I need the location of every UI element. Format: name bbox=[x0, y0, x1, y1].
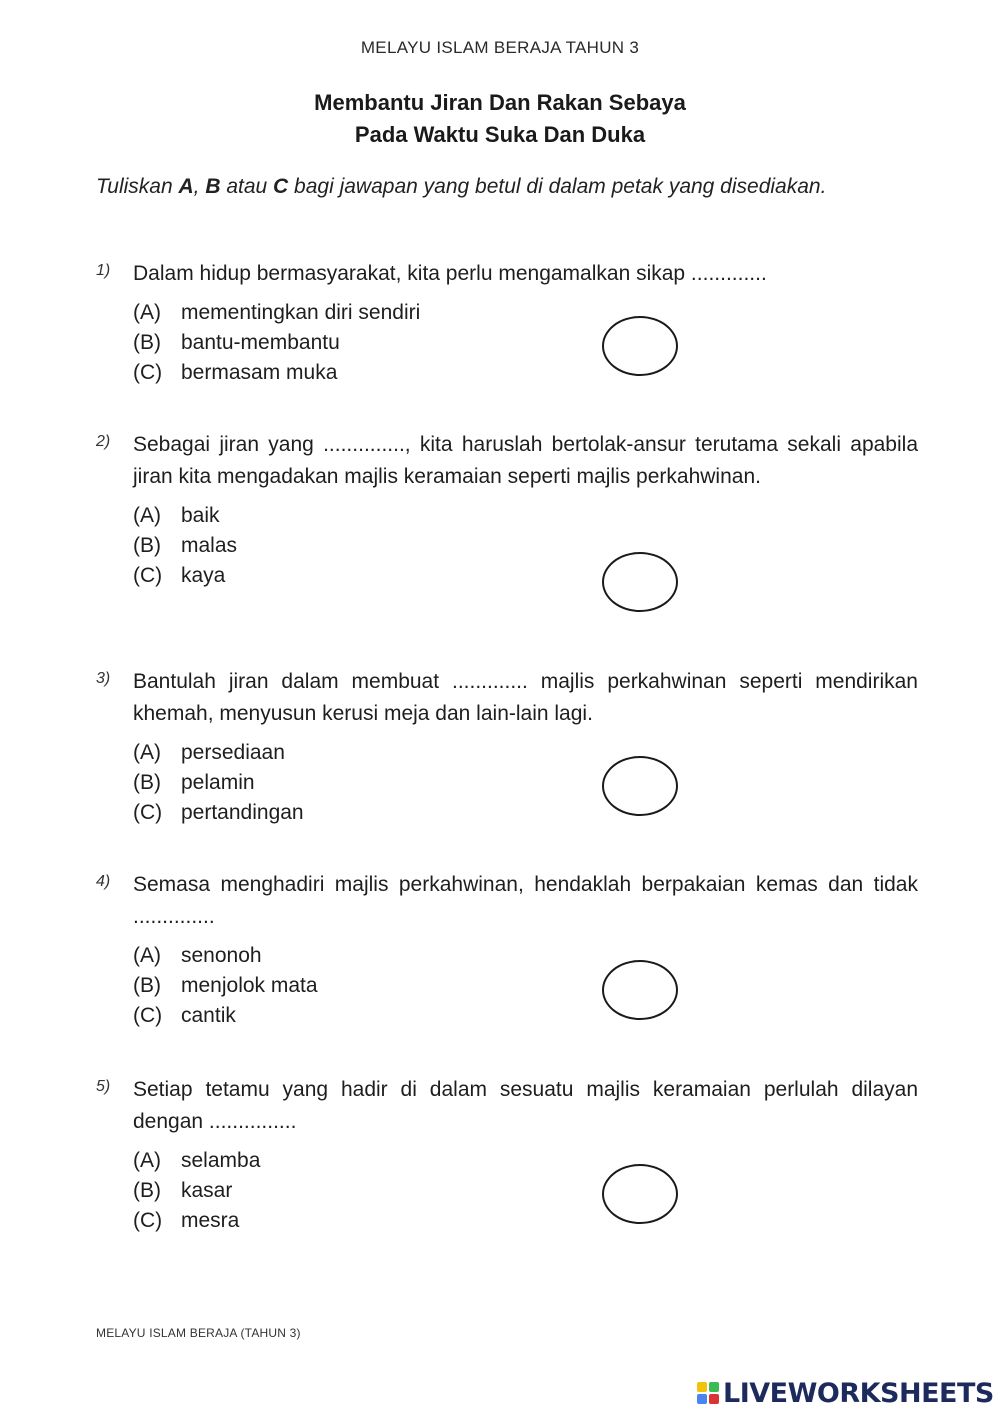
option-a bbox=[133, 298, 918, 328]
question-number: 4) bbox=[96, 873, 111, 890]
question-1 bbox=[96, 258, 918, 388]
liveworksheets-brand[interactable] bbox=[697, 1376, 994, 1410]
option-text: menjolok mata bbox=[181, 974, 318, 997]
option-b bbox=[133, 531, 918, 561]
option-text: bantu-membantu bbox=[181, 331, 340, 354]
option-c bbox=[133, 798, 918, 828]
question-3 bbox=[96, 666, 918, 828]
option-letter: (B) bbox=[133, 331, 161, 354]
option-text: malas bbox=[181, 534, 238, 557]
logo-cell bbox=[697, 1394, 707, 1404]
option-b bbox=[133, 328, 918, 358]
answer-box-5[interactable] bbox=[602, 1164, 678, 1224]
option-text: senonoh bbox=[181, 944, 262, 967]
option-a bbox=[133, 941, 918, 971]
option-letter: (B) bbox=[133, 534, 161, 557]
option-c bbox=[133, 358, 918, 388]
option-letter: (C) bbox=[133, 564, 163, 587]
logo-cell bbox=[697, 1382, 707, 1392]
option-list bbox=[133, 501, 918, 591]
option-a bbox=[133, 501, 918, 531]
answer-box-3[interactable] bbox=[602, 756, 678, 816]
instruction-letter-a: A bbox=[178, 175, 194, 198]
instruction-sep-1: , bbox=[193, 175, 206, 198]
page-header: MELAYU ISLAM BERAJA TAHUN 3 bbox=[360, 38, 640, 57]
option-list bbox=[133, 738, 918, 828]
option-b bbox=[133, 971, 918, 1001]
option-text: cantik bbox=[181, 1004, 236, 1027]
question-number: 3) bbox=[96, 670, 111, 687]
option-letter: (C) bbox=[133, 1209, 163, 1232]
instruction-letter-b: B bbox=[205, 175, 221, 198]
answer-box-2[interactable] bbox=[602, 552, 678, 612]
option-text: kasar bbox=[181, 1179, 233, 1202]
option-letter: (C) bbox=[133, 1004, 163, 1027]
answer-box-1[interactable] bbox=[602, 316, 678, 376]
option-letter: (C) bbox=[133, 801, 163, 824]
question-5 bbox=[96, 1074, 918, 1236]
brand-text: LIVEWORKSHEETS bbox=[723, 1377, 994, 1409]
question-text: Sebagai jiran yang .............., kita haruslah bertolak-ansur terutama sekali apabila jiran kita mengadakan majlis keramaian seperti majlis perkahwinan. bbox=[133, 433, 918, 488]
question-2 bbox=[96, 429, 918, 591]
answer-box-4[interactable] bbox=[602, 960, 678, 1020]
question-text: Bantulah jiran dalam membuat ............. majlis perkahwinan seperti mendirikan khemah, menyusun kerusi meja dan lain-lain lagi. bbox=[133, 670, 918, 725]
liveworksheets-logo-icon bbox=[697, 1382, 719, 1404]
option-c bbox=[133, 561, 918, 591]
instruction-text bbox=[96, 172, 918, 202]
option-letter: (C) bbox=[133, 361, 163, 384]
question-4 bbox=[96, 869, 918, 1031]
page-footer: MELAYU ISLAM BERAJA (TAHUN 3) bbox=[96, 1326, 301, 1340]
title-line-2: Pada Waktu Suka Dan Duka bbox=[354, 122, 646, 147]
option-a bbox=[133, 738, 918, 768]
option-b bbox=[133, 1176, 918, 1206]
option-text: mesra bbox=[181, 1209, 240, 1232]
option-letter: (A) bbox=[133, 301, 161, 324]
option-letter: (A) bbox=[133, 504, 161, 527]
option-list bbox=[133, 298, 918, 388]
option-text: pelamin bbox=[181, 771, 255, 794]
option-c bbox=[133, 1206, 918, 1236]
option-a bbox=[133, 1146, 918, 1176]
title-line-1: Membantu Jiran Dan Rakan Sebaya bbox=[314, 90, 686, 115]
option-list bbox=[133, 941, 918, 1031]
option-text: kaya bbox=[181, 564, 226, 587]
option-text: bermasam muka bbox=[181, 361, 338, 384]
option-c bbox=[133, 1001, 918, 1031]
instruction-part-2: bagi jawapan yang betul di dalam petak yang disediakan. bbox=[288, 175, 827, 198]
instruction-letter-c: C bbox=[273, 175, 289, 198]
logo-cell bbox=[709, 1382, 719, 1392]
question-number: 2) bbox=[96, 433, 111, 450]
option-text: mementingkan diri sendiri bbox=[181, 301, 421, 324]
option-text: pertandingan bbox=[181, 801, 304, 824]
option-text: baik bbox=[181, 504, 220, 527]
question-number: 5) bbox=[96, 1078, 111, 1095]
question-text: Semasa menghadiri majlis perkahwinan, hendaklah berpakaian kemas dan tidak .............. bbox=[133, 873, 918, 928]
instruction-sep-2: atau bbox=[220, 175, 274, 198]
logo-cell bbox=[709, 1394, 719, 1404]
option-letter: (A) bbox=[133, 741, 161, 764]
option-letter: (B) bbox=[133, 771, 161, 794]
worksheet-title bbox=[0, 87, 1000, 151]
question-text: Dalam hidup bermasyarakat, kita perlu mengamalkan sikap ............. bbox=[133, 262, 767, 285]
question-number: 1) bbox=[96, 262, 111, 279]
option-letter: (B) bbox=[133, 1179, 161, 1202]
option-text: persediaan bbox=[181, 741, 285, 764]
option-letter: (A) bbox=[133, 944, 161, 967]
option-list bbox=[133, 1146, 918, 1236]
option-letter: (A) bbox=[133, 1149, 161, 1172]
option-letter: (B) bbox=[133, 974, 161, 997]
question-text: Setiap tetamu yang hadir di dalam sesuatu majlis keramaian perlulah dilayan dengan ............... bbox=[133, 1078, 918, 1133]
option-text: selamba bbox=[181, 1149, 261, 1172]
instruction-part-1: Tuliskan bbox=[96, 175, 179, 198]
option-b bbox=[133, 768, 918, 798]
